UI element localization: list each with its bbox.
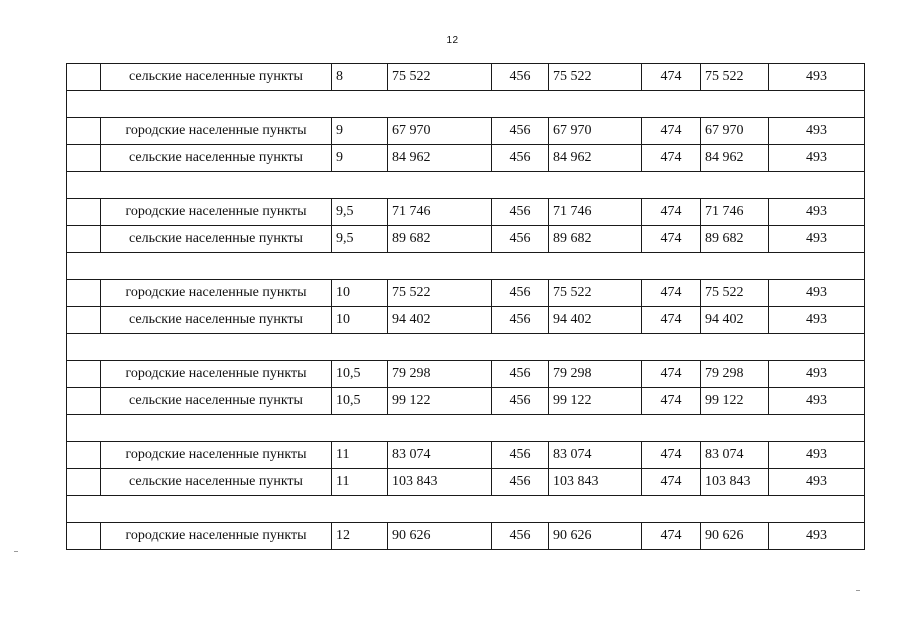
blank-cell	[67, 523, 101, 550]
table-row	[67, 442, 865, 469]
value-cell: 474	[642, 118, 701, 145]
separator-cell	[67, 415, 865, 442]
value-cell: 71 746	[549, 199, 642, 226]
value-cell: 67 970	[388, 118, 492, 145]
table-row	[67, 280, 865, 307]
settlement-type-cell: сельские населенные пункты	[101, 388, 332, 415]
value-cell: 99 122	[701, 388, 769, 415]
value-cell: 474	[642, 469, 701, 496]
value-cell: 493	[769, 226, 865, 253]
value-cell: 103 843	[549, 469, 642, 496]
value-cell: 493	[769, 145, 865, 172]
value-cell: 94 402	[701, 307, 769, 334]
separator-cell	[67, 334, 865, 361]
settlement-type-cell: сельские населенные пункты	[101, 145, 332, 172]
blank-cell	[67, 280, 101, 307]
value-cell: 79 298	[701, 361, 769, 388]
data-table	[66, 63, 865, 550]
coefficient-cell: 11	[332, 469, 388, 496]
value-cell: 493	[769, 523, 865, 550]
table-row	[67, 64, 865, 91]
value-cell: 94 402	[549, 307, 642, 334]
value-cell: 83 074	[549, 442, 642, 469]
coefficient-cell: 9,5	[332, 226, 388, 253]
scan-mark	[856, 590, 860, 591]
blank-cell	[67, 361, 101, 388]
value-cell: 83 074	[388, 442, 492, 469]
value-cell: 456	[492, 145, 549, 172]
value-cell: 474	[642, 442, 701, 469]
value-cell: 474	[642, 280, 701, 307]
table-row	[67, 199, 865, 226]
separator-cell	[67, 91, 865, 118]
separator-cell	[67, 172, 865, 199]
table-row	[67, 226, 865, 253]
value-cell: 456	[492, 280, 549, 307]
value-cell: 99 122	[549, 388, 642, 415]
value-cell: 456	[492, 361, 549, 388]
value-cell: 456	[492, 307, 549, 334]
table-row	[67, 118, 865, 145]
settlement-type-cell: сельские населенные пункты	[101, 226, 332, 253]
value-cell: 84 962	[388, 145, 492, 172]
value-cell: 89 682	[701, 226, 769, 253]
coefficient-cell: 10,5	[332, 388, 388, 415]
value-cell: 456	[492, 442, 549, 469]
value-cell: 474	[642, 388, 701, 415]
value-cell: 84 962	[549, 145, 642, 172]
coefficient-cell: 9	[332, 118, 388, 145]
settlement-type-cell: городские населенные пункты	[101, 118, 332, 145]
table-row	[67, 523, 865, 550]
value-cell: 94 402	[388, 307, 492, 334]
value-cell: 474	[642, 145, 701, 172]
value-cell: 90 626	[701, 523, 769, 550]
blank-cell	[67, 442, 101, 469]
value-cell: 474	[642, 226, 701, 253]
settlement-type-cell: городские населенные пункты	[101, 280, 332, 307]
value-cell: 456	[492, 469, 549, 496]
coefficient-cell: 9,5	[332, 199, 388, 226]
separator-row	[67, 415, 865, 442]
settlement-type-cell: городские населенные пункты	[101, 361, 332, 388]
blank-cell	[67, 388, 101, 415]
blank-cell	[67, 145, 101, 172]
value-cell: 90 626	[388, 523, 492, 550]
table-row	[67, 145, 865, 172]
value-cell: 67 970	[549, 118, 642, 145]
value-cell: 89 682	[388, 226, 492, 253]
value-cell: 75 522	[388, 64, 492, 91]
page-number: 12	[446, 35, 459, 46]
table-row	[67, 361, 865, 388]
scan-mark	[14, 551, 18, 552]
value-cell: 493	[769, 199, 865, 226]
value-cell: 493	[769, 388, 865, 415]
blank-cell	[67, 64, 101, 91]
settlement-type-cell: городские населенные пункты	[101, 523, 332, 550]
value-cell: 493	[769, 469, 865, 496]
value-cell: 75 522	[701, 280, 769, 307]
value-cell: 493	[769, 64, 865, 91]
value-cell: 493	[769, 442, 865, 469]
value-cell: 474	[642, 523, 701, 550]
separator-row	[67, 253, 865, 280]
table-row	[67, 388, 865, 415]
value-cell: 493	[769, 118, 865, 145]
value-cell: 75 522	[549, 64, 642, 91]
value-cell: 84 962	[701, 145, 769, 172]
blank-cell	[67, 307, 101, 334]
settlement-type-cell: сельские населенные пункты	[101, 64, 332, 91]
value-cell: 474	[642, 199, 701, 226]
value-cell: 99 122	[388, 388, 492, 415]
value-cell: 474	[642, 361, 701, 388]
separator-row	[67, 172, 865, 199]
coefficient-cell: 8	[332, 64, 388, 91]
value-cell: 456	[492, 388, 549, 415]
coefficient-cell: 11	[332, 442, 388, 469]
value-cell: 75 522	[549, 280, 642, 307]
settlement-type-cell: сельские населенные пункты	[101, 469, 332, 496]
table-row	[67, 469, 865, 496]
value-cell: 79 298	[549, 361, 642, 388]
settlement-type-cell: городские населенные пункты	[101, 442, 332, 469]
value-cell: 493	[769, 307, 865, 334]
blank-cell	[67, 469, 101, 496]
settlement-type-cell: городские населенные пункты	[101, 199, 332, 226]
value-cell: 474	[642, 307, 701, 334]
value-cell: 75 522	[388, 280, 492, 307]
value-cell: 493	[769, 280, 865, 307]
value-cell: 103 843	[701, 469, 769, 496]
coefficient-cell: 10	[332, 307, 388, 334]
separator-cell	[67, 496, 865, 523]
value-cell: 456	[492, 64, 549, 91]
value-cell: 67 970	[701, 118, 769, 145]
value-cell: 90 626	[549, 523, 642, 550]
value-cell: 103 843	[388, 469, 492, 496]
value-cell: 474	[642, 64, 701, 91]
coefficient-cell: 10	[332, 280, 388, 307]
value-cell: 493	[769, 361, 865, 388]
table-row	[67, 307, 865, 334]
value-cell: 71 746	[388, 199, 492, 226]
coefficient-cell: 12	[332, 523, 388, 550]
value-cell: 83 074	[701, 442, 769, 469]
separator-row	[67, 91, 865, 118]
blank-cell	[67, 118, 101, 145]
blank-cell	[67, 199, 101, 226]
value-cell: 79 298	[388, 361, 492, 388]
blank-cell	[67, 226, 101, 253]
value-cell: 456	[492, 118, 549, 145]
value-cell: 456	[492, 199, 549, 226]
separator-cell	[67, 253, 865, 280]
coefficient-cell: 9	[332, 145, 388, 172]
value-cell: 456	[492, 226, 549, 253]
coefficient-cell: 10,5	[332, 361, 388, 388]
settlement-type-cell: сельские населенные пункты	[101, 307, 332, 334]
value-cell: 71 746	[701, 199, 769, 226]
value-cell: 89 682	[549, 226, 642, 253]
separator-row	[67, 334, 865, 361]
value-cell: 75 522	[701, 64, 769, 91]
value-cell: 456	[492, 523, 549, 550]
separator-row	[67, 496, 865, 523]
